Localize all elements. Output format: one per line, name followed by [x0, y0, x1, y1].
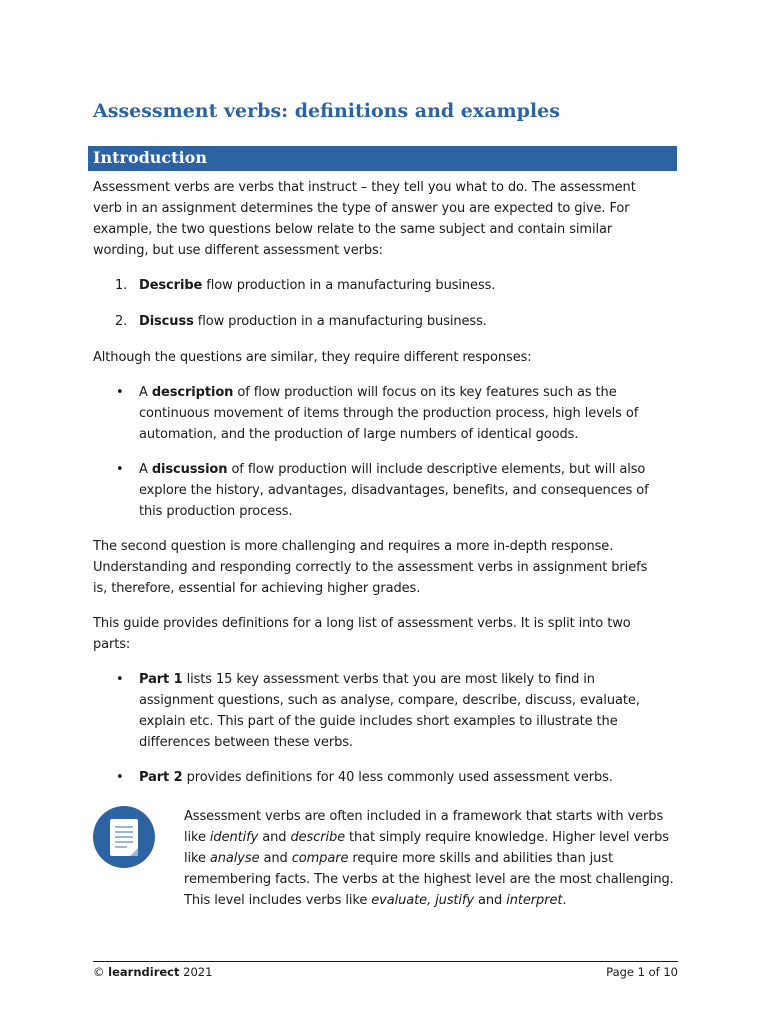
- question-verb: Describe: [139, 278, 203, 293]
- tip-verb: interpret: [506, 893, 563, 908]
- list-number: 2.: [115, 314, 128, 329]
- document-icon: [93, 806, 155, 868]
- tip-text-segment: Assessment verbs are often included in a framework that starts with verbs like: [184, 809, 664, 845]
- list-item: [93, 311, 653, 332]
- list-item: [93, 275, 653, 296]
- challenge-paragraph: The second question is more challenging and requires a more in-depth response. Understanding and responding correctly to the assessment verbs in assignment briefs is, therefore, essential for achieving higher grades.: [93, 539, 648, 596]
- tip-verb: compare: [291, 851, 349, 866]
- list-number: 1.: [115, 278, 128, 293]
- intro-paragraph: Assessment verbs are verbs that instruct – they tell you what to do. The assessment verb in an assignment determines the type of answer you are expected to give. For example, the two questions below relate to the same subject and contain similar wording, but use different assessment verbs:: [93, 180, 636, 258]
- tip-text: [184, 806, 678, 911]
- tip-box: [93, 806, 678, 916]
- copyright-symbol: ©: [93, 965, 109, 979]
- list-item: [93, 459, 653, 522]
- response-prefix: A: [139, 385, 152, 400]
- question-text: flow production in a manufacturing business.: [202, 278, 496, 293]
- tip-text-segment: require more skills and abilities than just remembering facts. The verbs at the highest level are the most challenging. This level includes verbs like: [184, 851, 674, 908]
- part-label: Part 1: [139, 672, 183, 687]
- brand-name: learndirect: [108, 965, 180, 979]
- response-prefix: A: [139, 462, 152, 477]
- bullet-icon: •: [116, 462, 124, 477]
- guide-parts-paragraph: This guide provides definitions for a long list of assessment verbs. It is split into two parts:: [93, 616, 631, 652]
- tip-verb: evaluate, justify: [371, 893, 475, 908]
- page-footer: [93, 963, 678, 981]
- section-heading: Introduction: [93, 148, 207, 167]
- page-number: Page 1 of 10: [606, 965, 678, 979]
- intro-content: [93, 177, 653, 802]
- tip-text-segment: and: [258, 830, 291, 845]
- question-text: flow production in a manufacturing business.: [193, 314, 487, 329]
- page-title: Assessment verbs: definitions and examples: [93, 100, 560, 122]
- response-term: description: [151, 385, 234, 400]
- list-item: [93, 382, 653, 445]
- bullet-icon: •: [116, 385, 124, 400]
- response-text: of flow production will include descriptive elements, but will also explore the history, advantages, disadvantages, benefits, and consequences of this production process.: [139, 462, 649, 519]
- part-text: lists 15 key assessment verbs that you are most likely to find in assignment questions, such as analyse, compare, describe, discuss, evaluate, explain etc. This part of the guide includes short examples to illustrate the differences between these verbs.: [139, 672, 640, 750]
- footer-divider: [93, 961, 678, 962]
- list-item: [93, 669, 653, 753]
- bullet-icon: •: [116, 770, 124, 785]
- part-label: Part 2: [139, 770, 183, 785]
- responses-intro-paragraph: Although the questions are similar, they require different responses:: [93, 350, 532, 365]
- copyright-year: 2021: [179, 965, 213, 979]
- list-item: [93, 767, 653, 788]
- tip-verb: describe: [290, 830, 346, 845]
- tip-text-segment: and: [474, 893, 507, 908]
- tip-text-segment: and: [259, 851, 292, 866]
- tip-text-segment: .: [562, 893, 567, 908]
- bullet-icon: •: [116, 672, 124, 687]
- part-text: provides definitions for 40 less commonly used assessment verbs.: [182, 770, 613, 785]
- response-term: discussion: [151, 462, 228, 477]
- response-text: of flow production will focus on its key features such as the continuous movement of items through the production process, high levels of automation, and the production of large numbers of identical goods.: [139, 385, 639, 442]
- guide-parts-list: [93, 669, 653, 788]
- responses-list: [93, 382, 653, 522]
- tip-text-segment: that simply require knowledge. Higher level verbs like: [184, 830, 669, 866]
- section-header-bar: [88, 146, 677, 171]
- tip-verb: identify: [209, 830, 259, 845]
- example-questions-list: [93, 275, 653, 332]
- footer-copyright: [93, 963, 212, 981]
- tip-verb: analyse: [209, 851, 260, 866]
- question-verb: Discuss: [139, 314, 194, 329]
